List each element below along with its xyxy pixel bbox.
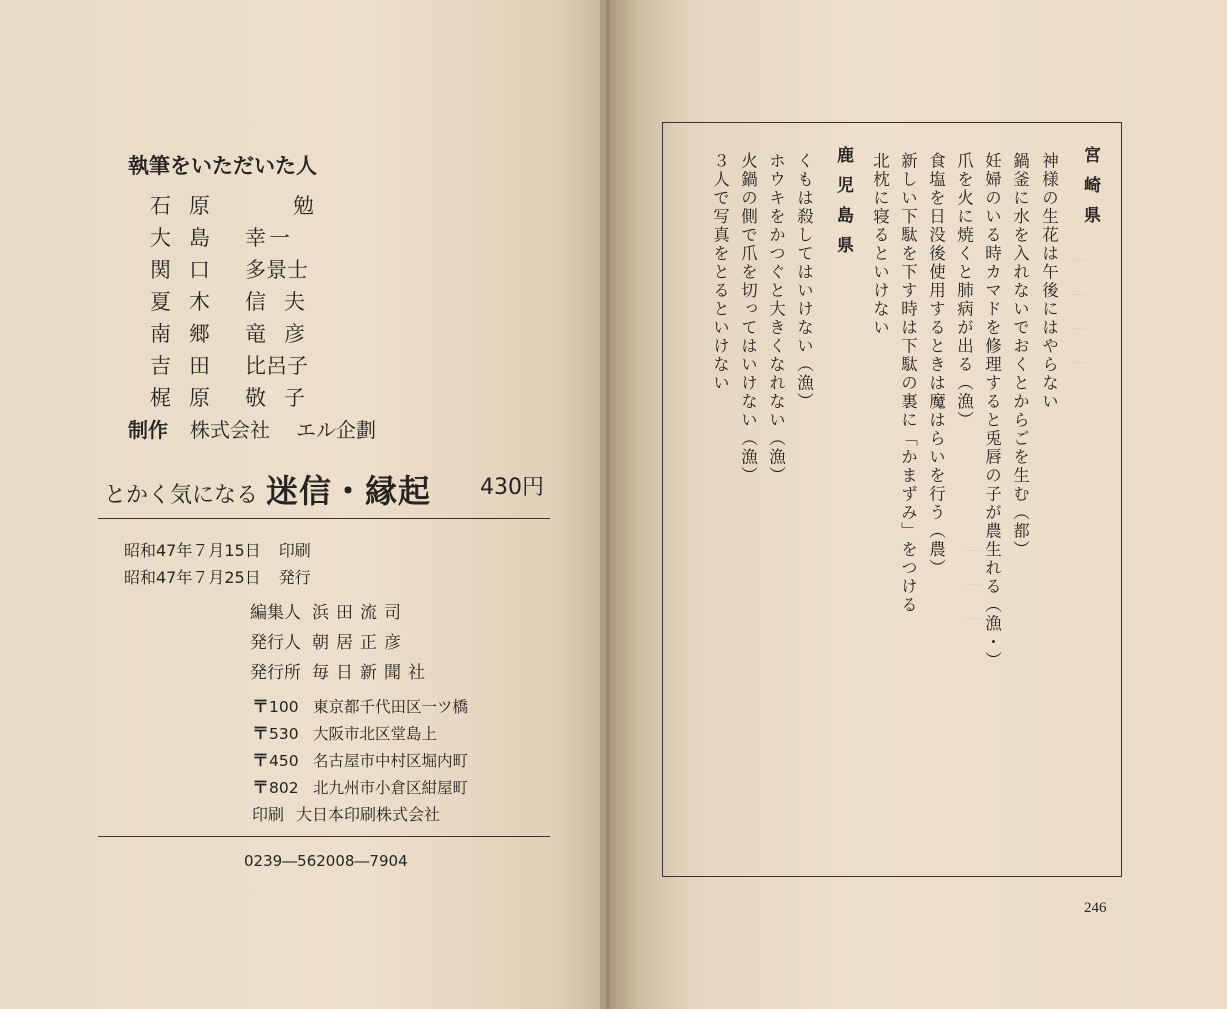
entry-line: 妊婦のいる時カマドを修理すると兎唇の子が農生れる（漁・）	[982, 152, 1002, 670]
author-given-name: 比呂子	[245, 354, 308, 378]
address-text: 東京都千代田区一ツ橋	[313, 698, 469, 716]
printer-name: 大日本印刷株式会社	[296, 805, 441, 824]
printer-line	[252, 802, 440, 825]
show-through-texture: ｜ ｜ ｜	[964, 543, 982, 628]
book-gutter	[600, 0, 610, 1009]
author-family-name: 大島	[150, 226, 228, 250]
author-3	[150, 254, 308, 284]
production-label: 制作	[128, 418, 168, 442]
author-given-name: 信夫	[245, 290, 323, 314]
credits-title: 執筆をいただいた人	[128, 154, 317, 178]
address-tokyo	[252, 692, 468, 717]
book-title-line	[104, 466, 544, 512]
staff-role: 編集人	[250, 603, 301, 623]
entry-line: 新しい下駄を下す時は下駄の裏に「かまずみ」をつける	[898, 152, 918, 615]
author-1	[150, 190, 317, 220]
publish-date	[124, 565, 311, 588]
divider-bottom	[98, 836, 550, 837]
author-6	[150, 350, 308, 380]
postal-mark-icon: 〒	[252, 724, 269, 744]
author-7	[150, 382, 323, 412]
staff-editor	[250, 598, 408, 623]
entry-line: 食塩を日没後使用するときは魔はらいを行う（農）	[926, 152, 946, 578]
page-number: 246	[1084, 900, 1107, 916]
author-2	[150, 222, 293, 252]
staff-role: 発行所	[250, 663, 301, 683]
production-company-type: 株式会社	[190, 418, 270, 442]
staff-publisher	[250, 628, 408, 653]
section-heading-miyazaki: 宮崎県	[1080, 146, 1100, 236]
print-date	[124, 538, 311, 561]
book-price: 430円	[480, 475, 544, 500]
staff-role: 発行人	[250, 633, 301, 653]
entry-line: 火鍋の側で爪を切ってはいけない（漁）	[738, 152, 758, 485]
entry-line: ホウキをかつぐと大きくなれない（漁）	[766, 152, 786, 485]
entry-line: くもは殺してはいけない（漁）	[794, 152, 814, 411]
staff-publishing-house	[250, 658, 432, 683]
book-title: 迷信・縁起	[266, 472, 432, 510]
date-value: 昭和47年７月25日	[124, 568, 261, 587]
entry-line: 北枕に寝るといけない	[870, 152, 890, 337]
postal-mark-icon: 〒	[252, 751, 269, 771]
date-event: 印刷	[278, 541, 311, 560]
author-family-name: 石原	[150, 194, 228, 218]
staff-name: 毎日新聞社	[312, 663, 432, 683]
address-text: 名古屋市中村区堀内町	[313, 752, 469, 770]
zip-code: 100	[269, 698, 299, 716]
author-given-name: 勉	[293, 194, 317, 218]
entry-line: ３人で写真をとるといけない	[710, 152, 730, 393]
book-code: 0239―562008―7904	[244, 852, 408, 870]
production-company: エル企劃	[296, 418, 376, 442]
author-family-name: 梶原	[150, 386, 228, 410]
book-title-prefix: とかく気になる	[104, 483, 259, 508]
author-5	[150, 318, 323, 348]
address-kitakyushu	[252, 773, 468, 798]
printer-label: 印刷	[252, 805, 285, 824]
address-text: 北九州市小倉区紺屋町	[313, 779, 469, 797]
author-given-name: 幸一	[245, 226, 293, 250]
author-family-name: 吉田	[150, 354, 228, 378]
section-heading-kagoshima: 鹿児島県	[833, 146, 853, 266]
entry-line: 爪を火に焼くと肺病が出る（漁）	[954, 152, 974, 430]
production-credit	[128, 414, 376, 443]
staff-name: 朝居正彦	[312, 633, 408, 653]
zip-code: 530	[269, 725, 299, 743]
entry-line: 鍋釜に水を入れないでおくとからごを生む（都）	[1010, 152, 1030, 559]
author-given-name: 竜彦	[245, 322, 323, 346]
author-4	[150, 286, 323, 316]
divider-top	[98, 518, 550, 519]
entry-line: 神様の生花は午後にはやらない	[1039, 152, 1059, 411]
postal-mark-icon: 〒	[252, 697, 269, 717]
zip-code: 450	[269, 752, 299, 770]
author-family-name: 関口	[150, 258, 228, 282]
zip-code: 802	[269, 779, 299, 797]
author-family-name: 夏木	[150, 290, 228, 314]
show-through-texture: ｜ ｜ ｜ ｜	[1068, 253, 1086, 372]
author-family-name: 南郷	[150, 322, 228, 346]
staff-name: 浜田流司	[312, 603, 408, 623]
postal-mark-icon: 〒	[252, 778, 269, 798]
author-given-name: 敬子	[245, 386, 323, 410]
address-text: 大阪市北区堂島上	[313, 725, 438, 743]
date-event: 発行	[278, 568, 311, 587]
address-nagoya	[252, 746, 468, 771]
author-given-name: 多景士	[245, 258, 308, 282]
date-value: 昭和47年７月15日	[124, 541, 261, 560]
address-osaka	[252, 719, 437, 744]
